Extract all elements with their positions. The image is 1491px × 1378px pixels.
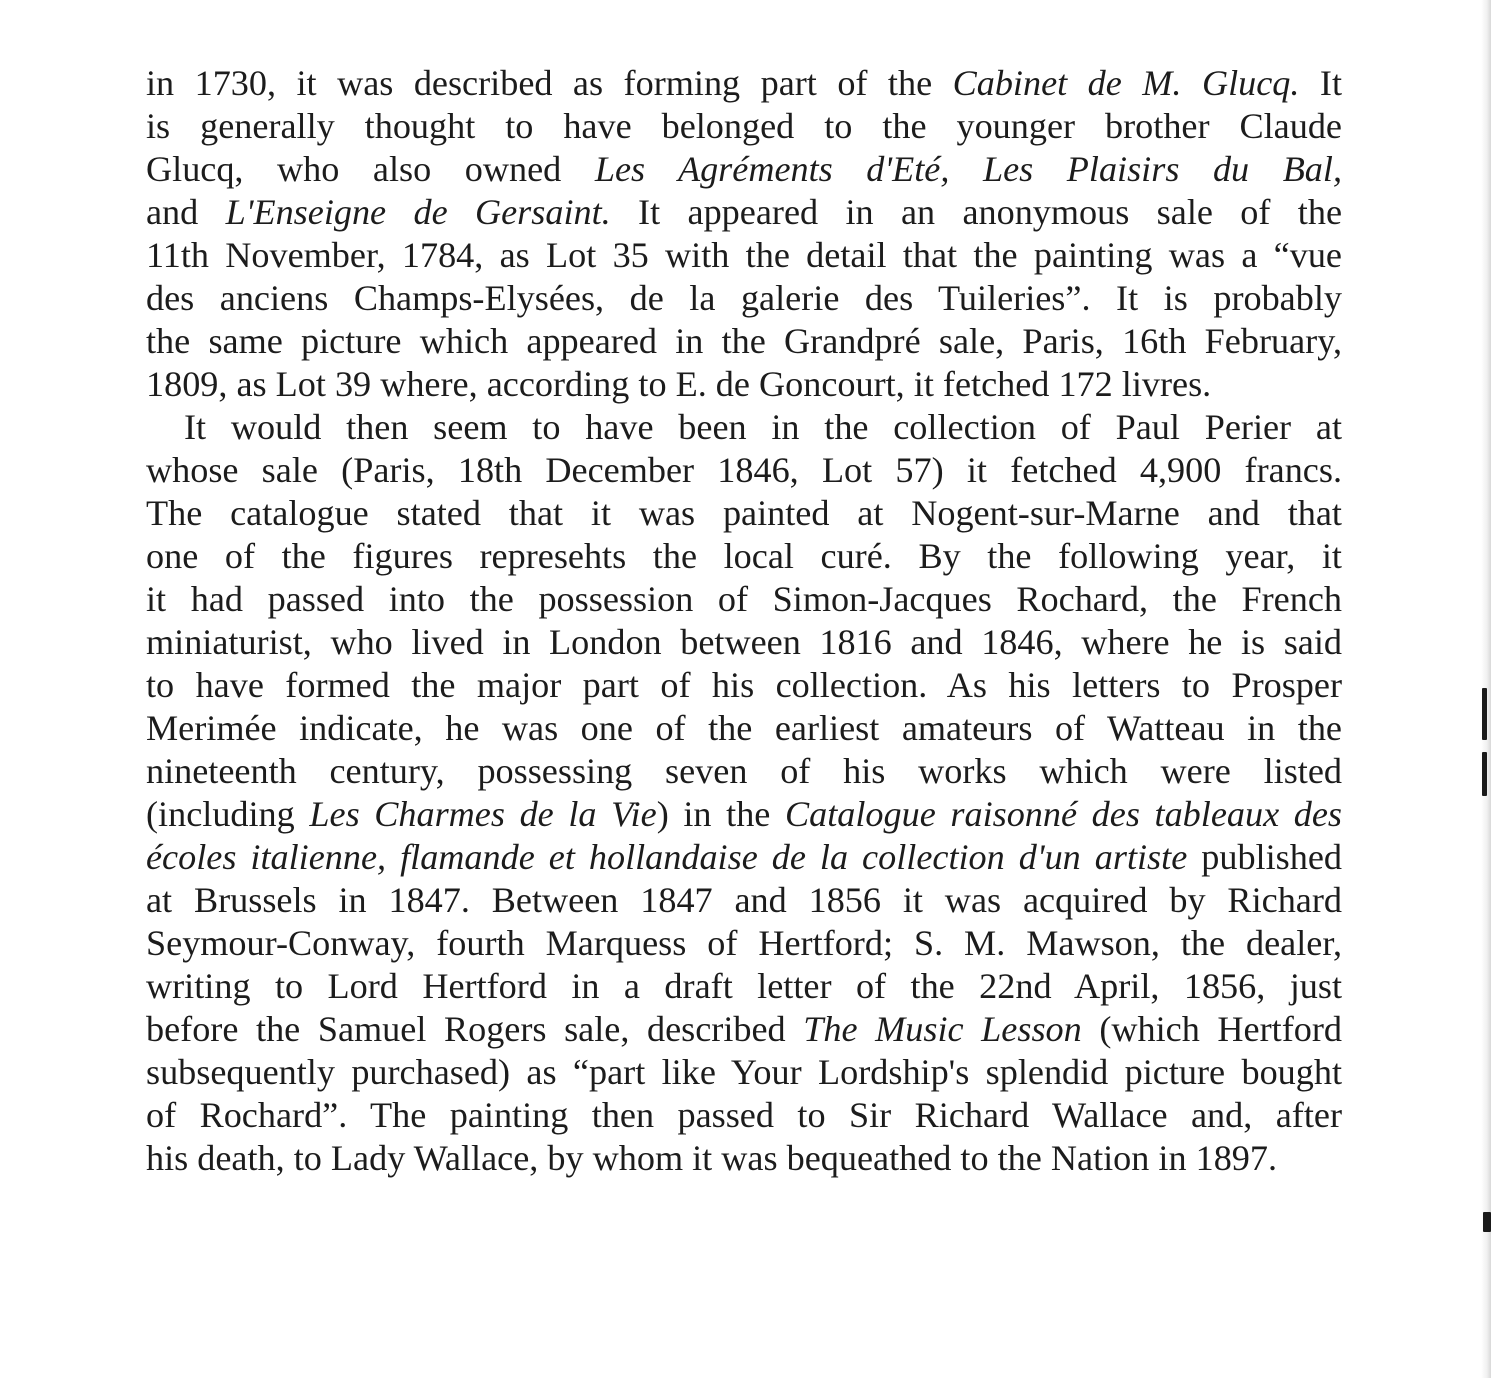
italic-title: The Music Lesson: [803, 1009, 1082, 1049]
text-run: it had passed into the possession of Simon-Jacques Rochard, the French: [146, 579, 1342, 619]
text-run: one of the figures represehts the local curé. By the following year, it: [146, 536, 1342, 576]
text-run: to have formed the major part of his collection. As his letters to Prosper: [146, 665, 1342, 705]
paragraph: [146, 406, 1342, 1180]
paragraph: [146, 62, 1342, 406]
text-run: It appeared in an anonymous sale of the: [610, 192, 1343, 232]
text-run: and: [146, 192, 226, 232]
text-line: [146, 535, 1342, 578]
text-run: his death, to Lady Wallace, by whom it was bequeathed to the Nation in 1897.: [146, 1138, 1278, 1178]
text-line: [146, 105, 1342, 148]
text-run: before the Samuel Rogers sale, described: [146, 1009, 804, 1049]
text-line: [146, 191, 1342, 234]
text-run: subsequently purchased) as “part like Your Lordship's splendid picture bought: [146, 1052, 1342, 1092]
text-run: ) in the: [656, 794, 785, 834]
italic-title: Les Agréments d'Eté, Les Plaisirs du Bal,: [594, 149, 1343, 189]
text-run: 11th November, 1784, as Lot 35 with the detail that the painting was a “vue: [146, 235, 1342, 275]
text-line: [146, 1051, 1342, 1094]
italic-title: écoles italienne, flamande et hollandaise de la collection d'un artiste: [146, 837, 1188, 877]
text-run: in 1730, it was described as forming part of the: [146, 63, 953, 103]
text-run: It would then seem to have been in the collection of Paul Perier at: [184, 407, 1342, 447]
text-run: The catalogue stated that it was painted at Nogent-sur-Marne and that: [146, 493, 1342, 533]
text-run: Merimée indicate, he was one of the earliest amateurs of Watteau in the: [146, 708, 1342, 748]
text-line: [146, 793, 1342, 836]
text-line: [146, 1008, 1342, 1051]
text-line: [146, 879, 1342, 922]
text-line: [146, 234, 1342, 277]
italic-title: Catalogue raisonné des tableaux des: [784, 794, 1343, 834]
text-line: [146, 1137, 1342, 1180]
italic-title: L'Enseigne de Gersaint.: [225, 192, 611, 232]
text-run: (including: [146, 794, 310, 834]
text-line: [146, 449, 1342, 492]
text-run: at Brussels in 1847. Between 1847 and 1856 it was acquired by Richard: [146, 880, 1342, 920]
text-run: is generally thought to have belonged to the younger brother Claude: [146, 106, 1342, 146]
italic-title: Cabinet de M. Glucq.: [952, 63, 1300, 103]
text-line: [146, 965, 1342, 1008]
text-run: Seymour-Conway, fourth Marquess of Hertford; S. M. Mawson, the dealer,: [146, 923, 1342, 963]
text-run: miniaturist, who lived in London between 1816 and 1846, where he is said: [146, 622, 1342, 662]
text-line: [146, 62, 1342, 105]
text-run: writing to Lord Hertford in a draft letter of the 22nd April, 1856, just: [146, 966, 1342, 1006]
text-line: [146, 707, 1342, 750]
edge-mark: [1483, 1212, 1491, 1232]
text-run: It: [1299, 63, 1343, 103]
text-run: of Rochard”. The painting then passed to Sir Richard Wallace and, after: [146, 1095, 1342, 1135]
body-text: [146, 62, 1342, 1180]
text-run: 1809, as Lot 39 where, according to E. de Goncourt, it fetched 172 livres.: [146, 364, 1212, 404]
text-line: [146, 363, 1342, 406]
text-run: published: [1187, 837, 1342, 877]
text-run: Glucq, who also owned: [146, 149, 595, 189]
text-run: des anciens Champs-Elysées, de la galerie des Tuileries”. It is probably: [146, 278, 1342, 318]
italic-title: Les Charmes de la Vie: [309, 794, 657, 834]
text-line: [146, 836, 1342, 879]
text-run: the same picture which appeared in the Grandpré sale, Paris, 16th February,: [146, 321, 1342, 361]
edge-mark: [1482, 752, 1487, 796]
text-line: [146, 492, 1342, 535]
text-line: [146, 1094, 1342, 1137]
text-line: [146, 406, 1342, 449]
text-run: whose sale (Paris, 18th December 1846, Lot 57) it fetched 4,900 francs.: [146, 450, 1342, 490]
text-line: [146, 320, 1342, 363]
text-run: (which Hertford: [1081, 1009, 1342, 1049]
text-line: [146, 922, 1342, 965]
text-line: [146, 578, 1342, 621]
edge-mark: [1482, 688, 1487, 740]
text-line: [146, 148, 1342, 191]
text-line: [146, 750, 1342, 793]
text-line: [146, 277, 1342, 320]
text-line: [146, 621, 1342, 664]
page-edge: [1481, 0, 1491, 1378]
text-run: nineteenth century, possessing seven of his works which were listed: [146, 751, 1342, 791]
text-line: [146, 664, 1342, 707]
